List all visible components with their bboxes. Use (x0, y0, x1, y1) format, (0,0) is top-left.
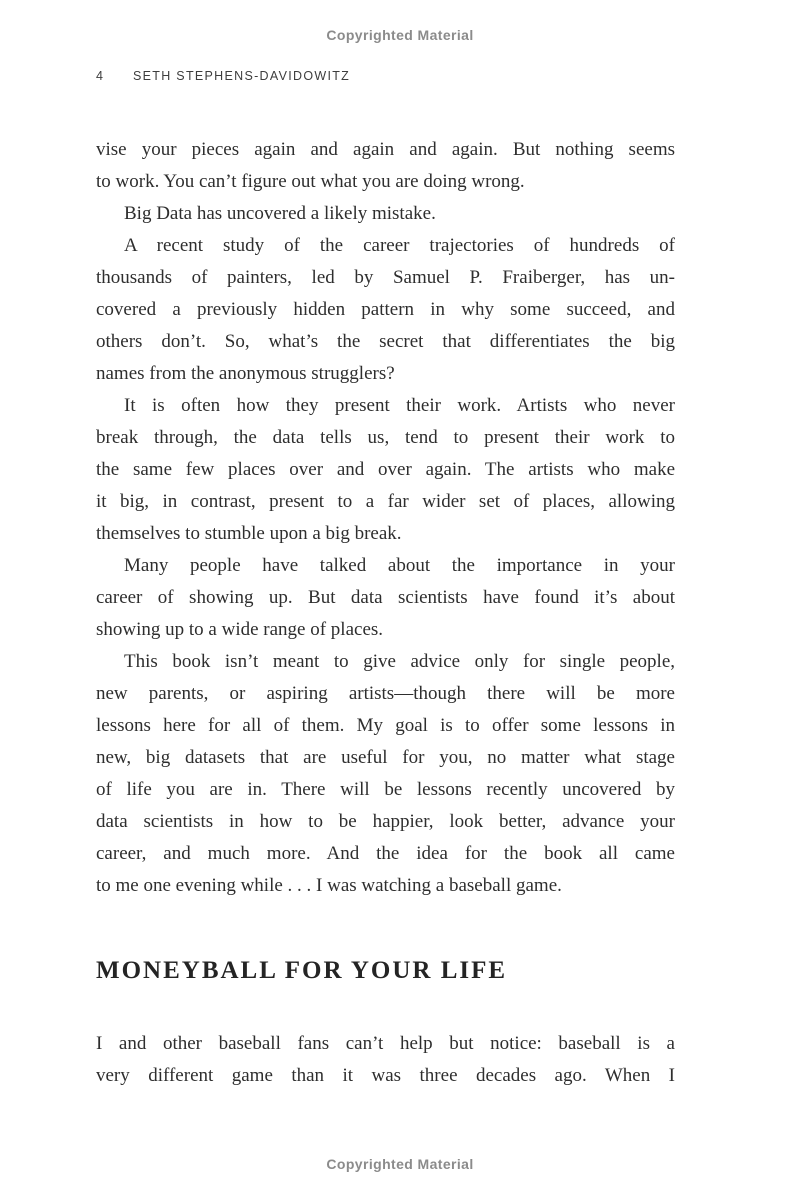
text-line: This book isn’t meant to give advice only for single people, (124, 651, 675, 672)
text-line: career of showing up. But data scientists have found it’s about (96, 587, 675, 608)
text-line: very different game than it was three decades ago. When I (96, 1065, 675, 1086)
text-line: break through, the data tells us, tend to present their work to (96, 427, 675, 448)
text-line: I and other baseball fans can’t help but notice: baseball is a (96, 1033, 675, 1054)
text-line: Many people have talked about the importance in your (124, 555, 675, 576)
paragraph (96, 550, 675, 646)
page-number: 4 (96, 69, 103, 83)
paragraph (96, 390, 675, 550)
text-line: new parents, or aspiring artists—though there will be more (96, 683, 675, 704)
text-line: career, and much more. And the idea for the book all came (96, 843, 675, 864)
text-line: A recent study of the career trajectories of hundreds of (124, 235, 675, 256)
text-line: to work. You can’t figure out what you are doing wrong. (96, 171, 525, 192)
text-line: new, big datasets that are useful for you, no matter what stage (96, 747, 675, 768)
paragraph (96, 198, 675, 230)
copyright-notice-top: Copyrighted Material (326, 27, 474, 43)
copyright-notice-bottom: Copyrighted Material (326, 1156, 474, 1172)
section-heading: MONEYBALL FOR YOUR LIFE (96, 957, 508, 984)
paragraph (96, 230, 675, 390)
text-line: covered a previously hidden pattern in why some succeed, and (96, 299, 675, 320)
text-line: lessons here for all of them. My goal is to offer some lessons in (96, 715, 675, 736)
running-header (96, 69, 350, 83)
text-line: of life you are in. There will be lessons recently uncovered by (96, 779, 675, 800)
text-line: thousands of painters, led by Samuel P. Fraiberger, has un- (96, 267, 675, 288)
running-title: SETH STEPHENS-DAVIDOWITZ (133, 69, 351, 83)
text-line: It is often how they present their work. Artists who never (124, 395, 675, 416)
paragraph (96, 646, 675, 902)
paragraph (96, 134, 675, 198)
text-line: showing up to a wide range of places. (96, 619, 384, 640)
text-line: Big Data has uncovered a likely mistake. (124, 203, 436, 224)
paragraph (96, 1028, 675, 1092)
text-line: it big, in contrast, present to a far wider set of places, allowing (96, 491, 675, 512)
text-line: data scientists in how to be happier, look better, advance your (96, 811, 675, 832)
text-line: the same few places over and over again. The artists who make (96, 459, 675, 480)
text-line: themselves to stumble upon a big break. (96, 523, 402, 544)
text-line: others don’t. So, what’s the secret that differentiates the big (96, 331, 675, 352)
text-line: vise your pieces again and again and again. But nothing seems (96, 139, 675, 160)
page-body (96, 134, 675, 1092)
text-line: names from the anonymous strugglers? (96, 363, 395, 384)
text-line: to me one evening while . . . I was watching a baseball game. (96, 875, 562, 896)
